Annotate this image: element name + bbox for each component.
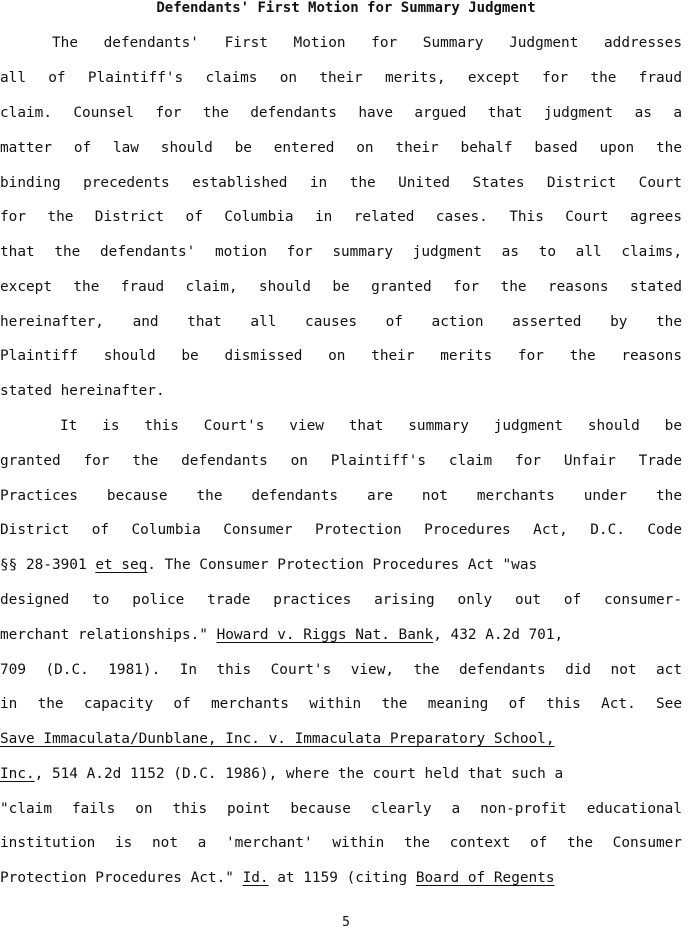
paragraph-2-line [0,625,563,645]
case-citation-save-immaculata-cont: Inc. [0,766,35,782]
quotation-start: . The Consumer Protection Procedures Act "was [147,557,538,573]
paragraph-1-line: The defendants' First Motion for Summary Judgment addresses [52,35,682,51]
paragraph-2-line: District of Columbia Consumer Protection Procedures Act, D.C. Code [0,522,682,538]
paragraph-2-line: designed to police trade practices arising only out of consumer- [0,592,682,608]
paragraph-1-line: hereinafter, and that all causes of action asserted by the [0,314,682,330]
reporter-citation: , 432 A.2d 701, [433,627,564,643]
pin-cite: at 1159 (citing [268,870,416,886]
paragraph-2-line [0,555,537,575]
page-number: 5 [342,915,350,930]
id-signal: Id. [242,870,269,886]
paragraph-1-line: except the fraud claim, should be granted for the reasons stated [0,279,682,295]
paragraph-1-line: claim. Counsel for the defendants have argued that judgment as a [0,105,682,121]
paragraph-2-line: granted for the defendants on Plaintiff's claim for Unfair Trade [0,453,682,469]
statute-citation: §§ 28-3901 [0,557,96,573]
et-seq-signal: et seq [95,557,148,573]
paragraph-2-line [0,764,563,784]
paragraph-2-line [0,868,555,888]
paragraph-2-line [0,729,555,749]
paragraph-1-line: Plaintiff should be dismissed on their merits for the reasons [0,348,682,364]
paragraph-2-line: in the capacity of merchants within the meaning of this Act. See [0,696,682,712]
quotation-end: Protection Procedures Act." [0,870,243,886]
paragraph-2-line: "claim fails on this point because clearly a non-profit educational [0,801,682,817]
case-citation-howard: Howard v. Riggs Nat. Bank [216,627,434,643]
paragraph-1-line: matter of law should be entered on their behalf based upon the [0,140,682,156]
paragraph-1-line: that the defendants' motion for summary judgment as to all claims, [0,244,682,260]
quotation-end: merchant relationships." [0,627,217,643]
paragraph-1-line: all of Plaintiff's claims on their merits, except for the fraud [0,70,682,86]
paragraph-1-line: stated hereinafter. [0,383,165,399]
paragraph-2-line: institution is not a 'merchant' within the context of the Consumer [0,835,682,851]
case-citation-board-of-regents: Board of Regents [415,870,555,886]
paragraph-2-line: It is this Court's view that summary judgment should be [60,418,682,434]
paragraph-2-line: Practices because the defendants are not merchants under the [0,488,682,504]
paragraph-2-line: 709 (D.C. 1981). In this Court's view, the defendants did not act [0,662,682,678]
section-heading: Defendants' First Motion for Summary Judgment [156,0,536,16]
paragraph-1-line: binding precedents established in the United States District Court [0,175,682,191]
paragraph-1-line: for the District of Columbia in related cases. This Court agrees [0,209,682,225]
reporter-citation: , 514 A.2d 1152 (D.C. 1986), where the court held that such a [34,766,564,782]
case-citation-save-immaculata: Save Immaculata/Dunblane, Inc. v. Immaculata Preparatory School, [0,731,555,747]
